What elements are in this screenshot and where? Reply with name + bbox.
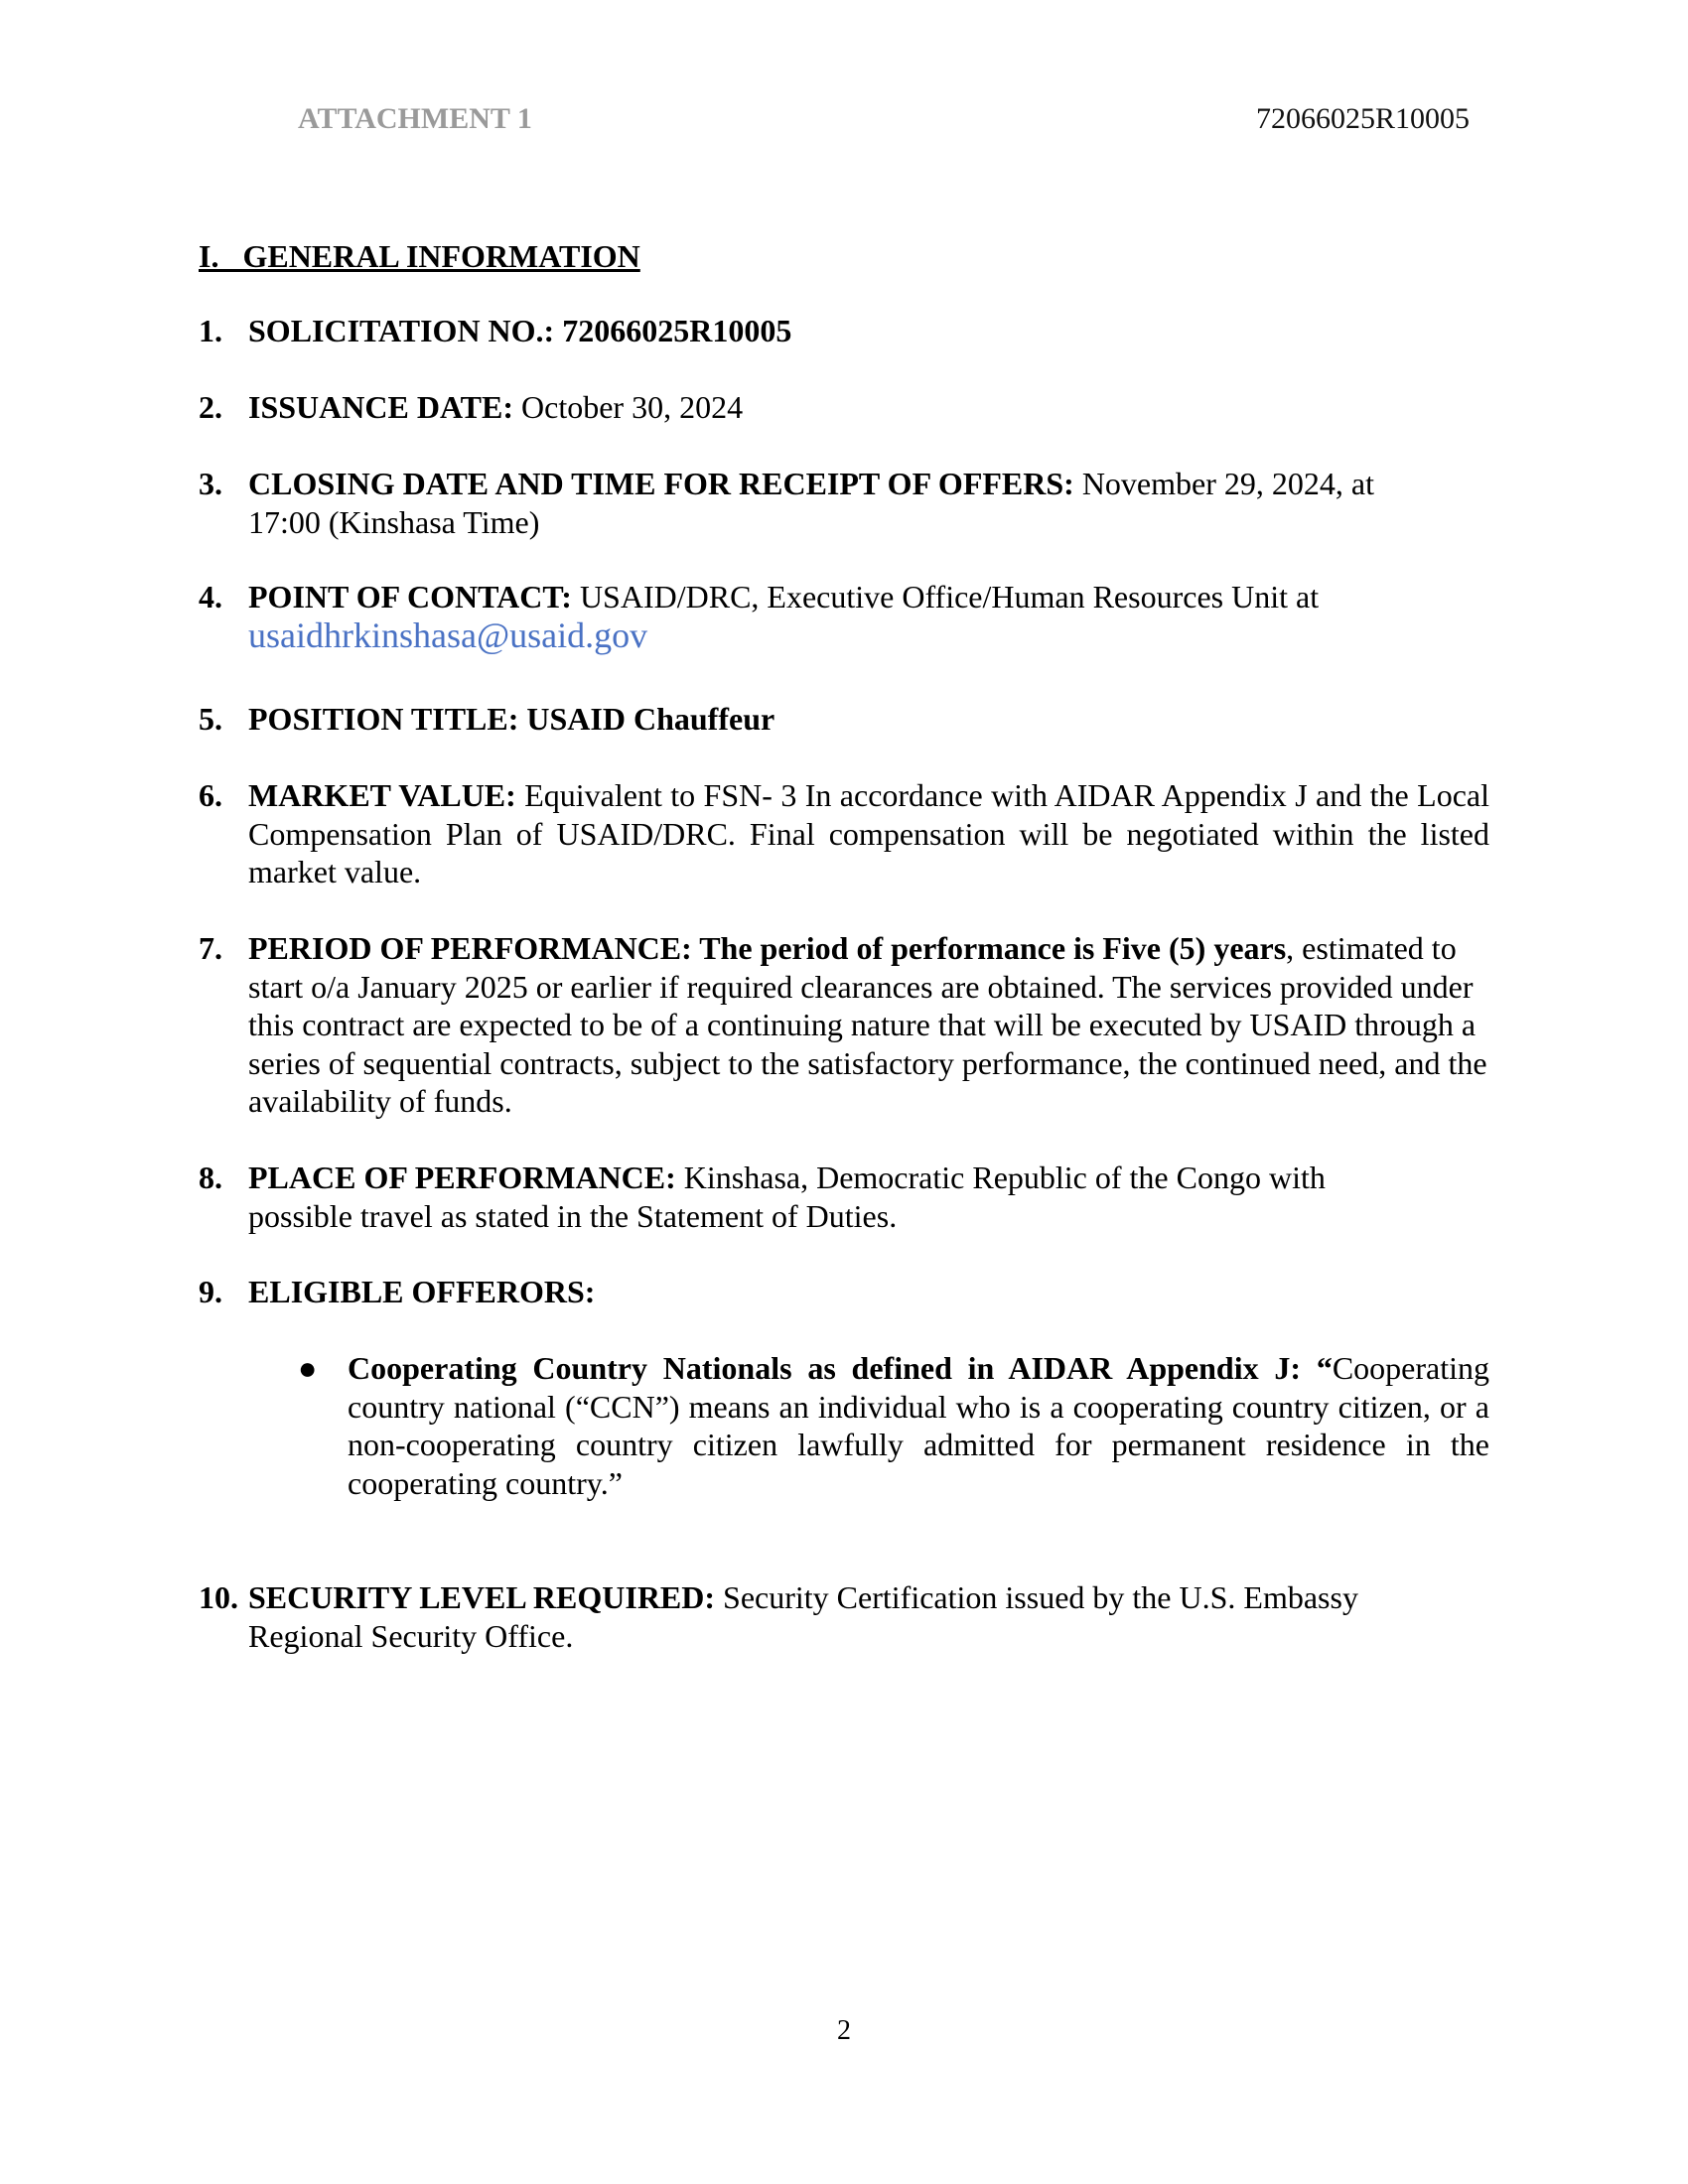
- item-point-of-contact: [199, 578, 1489, 655]
- item-label: ISSUANCE DATE:: [248, 389, 514, 425]
- item-position-title: [199, 700, 1489, 739]
- header-attachment-label: ATTACHMENT 1: [298, 102, 532, 135]
- item-number: 10.: [199, 1579, 238, 1615]
- item-label: CLOSING DATE AND TIME FOR RECEIPT OF OFFERS:: [248, 466, 1074, 501]
- item-solicitation-no: [199, 312, 1489, 350]
- item-label: PERIOD OF PERFORMANCE: The period of performance is Five (5) years: [248, 930, 1287, 966]
- item-market-value: [199, 776, 1489, 891]
- item-label: MARKET VALUE:: [248, 777, 516, 813]
- item-eligible-offerors: [199, 1273, 1489, 1311]
- section-title: I. GENERAL INFORMATION: [199, 238, 640, 274]
- bullet-label: Cooperating Country Nationals as defined in AIDAR Appendix J: “: [348, 1350, 1333, 1386]
- item-place-of-performance: [199, 1159, 1390, 1235]
- item-text: Kinshasa, Democratic Republic of the Congo with possible travel as stated in the Statement of Duties.: [248, 1160, 1326, 1234]
- item-number: 7.: [199, 930, 222, 966]
- item-number: 9.: [199, 1274, 222, 1309]
- item-label: ELIGIBLE OFFERORS:: [248, 1274, 596, 1309]
- item-number: 2.: [199, 389, 222, 425]
- item-period-of-performance: [199, 929, 1489, 1121]
- item-number: 4.: [199, 579, 222, 614]
- item-number: 6.: [199, 777, 222, 813]
- item-number: 3.: [199, 466, 222, 501]
- item-security-level: [199, 1578, 1430, 1655]
- item-text: November 29, 2024, at 17:00 (Kinshasa Time): [248, 466, 1374, 540]
- contact-email-link[interactable]: usaidhrkinshasa@usaid.gov: [248, 614, 648, 655]
- item-number: 8.: [199, 1160, 222, 1195]
- item-closing-date: [199, 465, 1450, 541]
- eligible-offerors-bullet: [298, 1349, 1489, 1502]
- item-issuance-date: [199, 388, 1489, 427]
- item-text: Equivalent to FSN- 3 In accordance with AIDAR Appendix J and the Local Compensation Plan of USAID/DRC. Final compensation will be negotiated within the listed market value.: [248, 777, 1490, 889]
- item-text: , estimated to start o/a January 2025 or earlier if required clearances are obtained. The services provided under this contract are expected to be of a continuing nature that will be executed by USAID through a series of sequential contracts, subject to the satisfactory performance, the continued need, and the availability of funds.: [248, 930, 1487, 1119]
- bullet-text: Cooperating country national (“CCN”) means an individual who is a cooperating country citizen, or a non-cooperating country citizen lawfully admitted for permanent residence in the cooperating country.”: [348, 1350, 1489, 1501]
- item-text: USAID/DRC, Executive Office/Human Resources Unit at: [571, 579, 1320, 614]
- item-label: PLACE OF PERFORMANCE:: [248, 1160, 676, 1195]
- item-number: 5.: [199, 701, 222, 737]
- item-label: POSITION TITLE: USAID Chauffeur: [248, 701, 775, 737]
- item-number: 1.: [199, 313, 222, 348]
- item-text: October 30, 2024: [513, 389, 744, 425]
- item-label: SECURITY LEVEL REQUIRED:: [248, 1579, 716, 1615]
- item-label: POINT OF CONTACT:: [248, 579, 572, 614]
- page-number: 2: [837, 2015, 851, 2046]
- header-solicitation-number: 72066025R10005: [1256, 102, 1471, 135]
- bullet-dot-icon: ●: [298, 1350, 318, 1386]
- item-text: Security Certification issued by the U.S. Embassy Regional Security Office.: [248, 1579, 1358, 1654]
- item-label: SOLICITATION NO.: 72066025R10005: [248, 313, 792, 348]
